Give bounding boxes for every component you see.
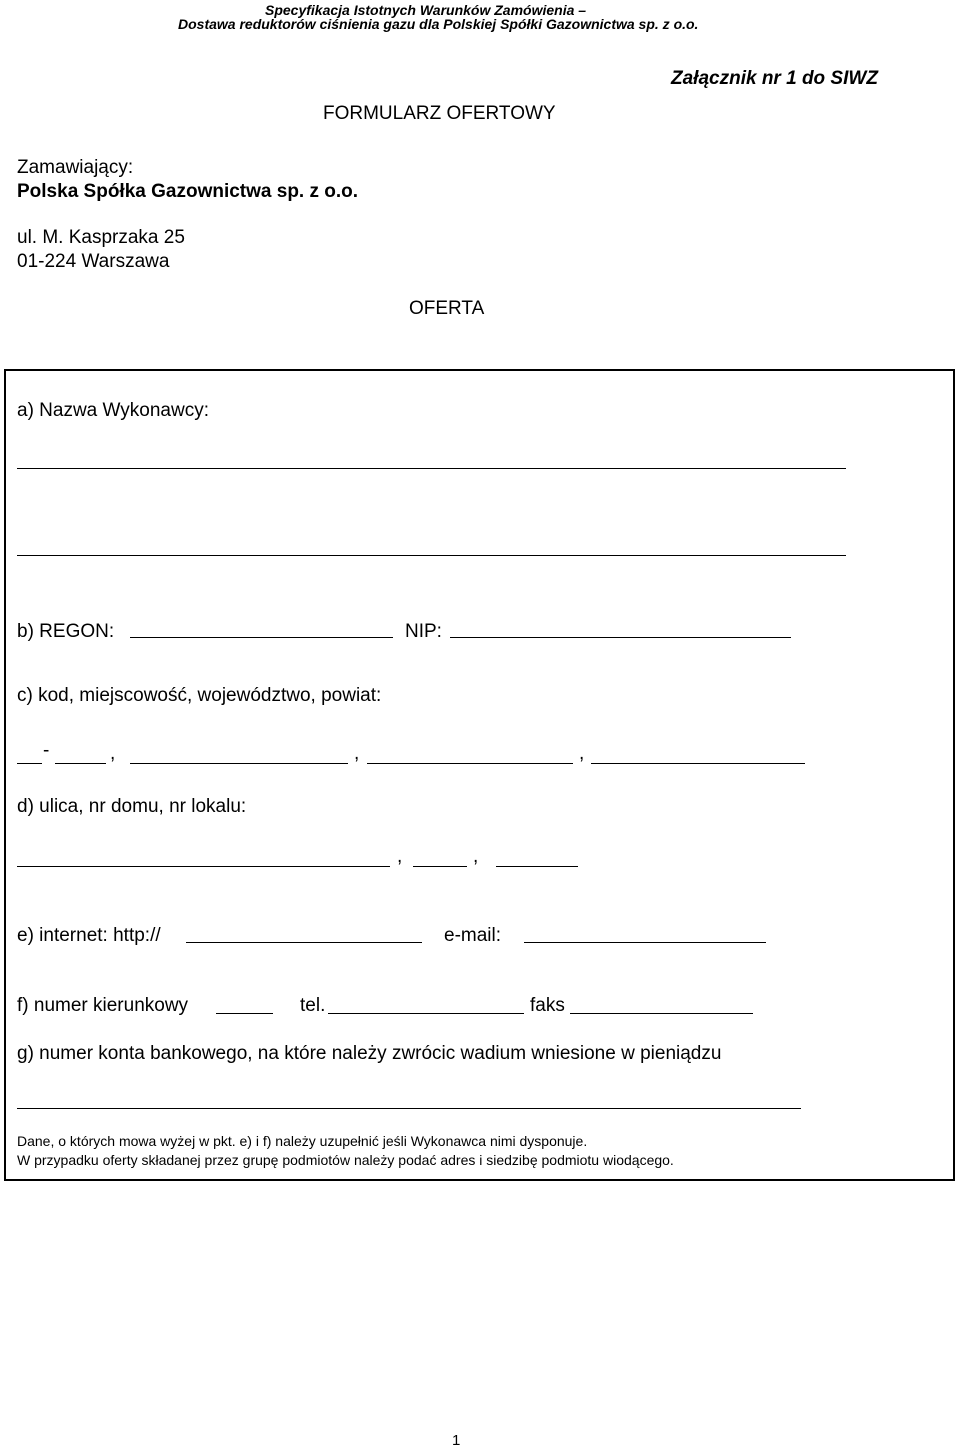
email-field[interactable] — [524, 942, 766, 943]
regon-field[interactable] — [130, 637, 393, 638]
fax-field[interactable] — [570, 1013, 753, 1014]
apartment-number-field[interactable] — [496, 866, 578, 867]
dialing-code-label: f) numer kierunkowy — [17, 995, 189, 1016]
note-line-2: W przypadku oferty składanej przez grupę podmiotów należy podać adres i siedzibę podmiotu wiodącego. — [17, 1152, 674, 1168]
contractor-name-label: a) Nazwa Wykonawcy: — [17, 400, 209, 421]
email-label: e-mail: — [444, 925, 502, 946]
address-label: c) kod, miejscowość, województwo, powiat: — [17, 685, 382, 706]
city-field[interactable] — [130, 763, 348, 764]
comma-1: , — [110, 743, 116, 764]
dialing-code-field[interactable] — [216, 1013, 273, 1014]
bank-account-field[interactable] — [17, 1108, 801, 1109]
comma-5: , — [473, 846, 479, 867]
postal-code-part-2[interactable] — [55, 763, 106, 764]
header-line-2: Dostawa reduktorów ciśnienia gazu dla Polskiej Spółki Gazownictwa sp. z o.o. — [178, 16, 699, 32]
page-number: 1 — [452, 1432, 461, 1449]
street-label: d) ulica, nr domu, nr lokalu: — [17, 796, 247, 817]
phone-label: tel. — [300, 995, 326, 1016]
fax-label: faks — [530, 995, 565, 1016]
orderer-label: Zamawiający: — [17, 157, 134, 178]
nip-label: NIP: — [405, 621, 442, 642]
comma-4: , — [397, 846, 403, 867]
orderer-street: ul. M. Kasprzaka 25 — [17, 227, 185, 248]
contractor-name-line-1[interactable] — [17, 468, 846, 469]
internet-field[interactable] — [186, 942, 422, 943]
postal-code-dash: - — [43, 740, 50, 761]
header-line-1: Specyfikacja Istotnych Warunków Zamówienia – — [265, 2, 587, 18]
note-line-1: Dane, o których mowa wyżej w pkt. e) i f) należy uzupełnić jeśli Wykonawca nimi dysponuje. — [17, 1133, 588, 1149]
form-title: FORMULARZ OFERTOWY — [323, 103, 556, 124]
contractor-name-line-2[interactable] — [17, 555, 846, 556]
county-field[interactable] — [591, 763, 805, 764]
voivodeship-field[interactable] — [367, 763, 573, 764]
nip-field[interactable] — [450, 637, 791, 638]
regon-label: b) REGON: — [17, 621, 115, 642]
house-number-field[interactable] — [413, 866, 467, 867]
orderer-city: 01-224 Warszawa — [17, 251, 170, 272]
comma-3: , — [579, 743, 585, 764]
attachment-label: Załącznik nr 1 do SIWZ — [671, 68, 878, 89]
bank-account-label: g) numer konta bankowego, na które należy zwrócic wadium wniesione w pieniądzu — [17, 1043, 722, 1064]
postal-code-part-1[interactable] — [17, 763, 42, 764]
comma-2: , — [354, 743, 360, 764]
offer-heading: OFERTA — [409, 298, 485, 319]
internet-label: e) internet: http:// — [17, 925, 161, 946]
street-field[interactable] — [17, 866, 390, 867]
phone-field[interactable] — [328, 1013, 524, 1014]
orderer-name: Polska Spółka Gazownictwa sp. z o.o. — [17, 181, 359, 202]
